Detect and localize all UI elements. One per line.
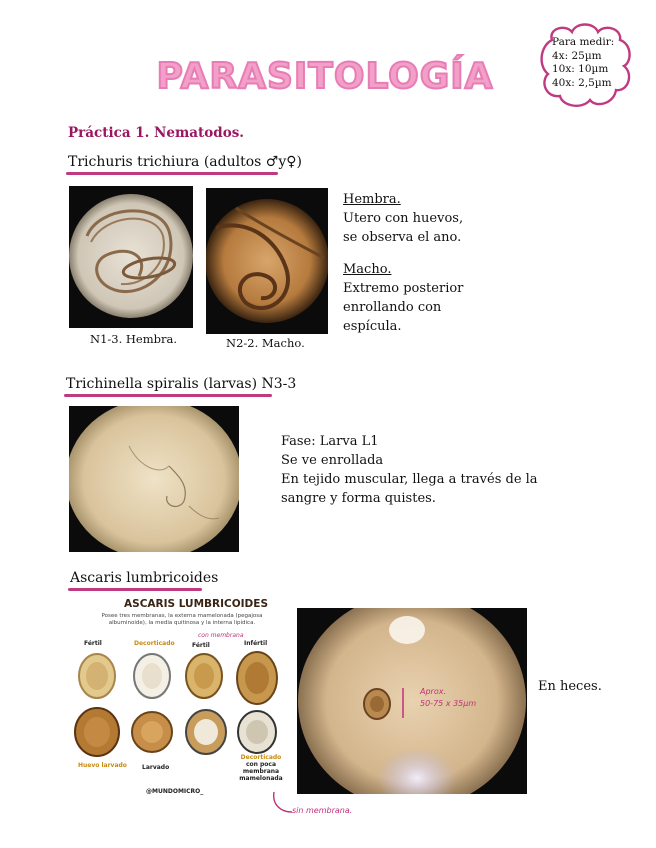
male-line-2: enrollando con xyxy=(343,300,442,315)
ascaris-side-text: En heces. xyxy=(538,679,602,694)
trichinella-line-1: Fase: Larva L1 xyxy=(281,434,379,449)
magnification-note xyxy=(552,36,634,90)
trichuris-female-caption: N1-3. Hembra. xyxy=(90,332,178,346)
magnification-10x: 10x: 10µm xyxy=(552,63,609,75)
trichinella-description xyxy=(281,432,538,508)
label-fertil-1: Fértil xyxy=(84,640,102,647)
label-fertil-2: Fértil xyxy=(192,642,210,649)
infographic-subtitle-line-1: Posee tres membranas, la externa mamelonada (pegajosa xyxy=(101,613,263,619)
trichuris-male-photo xyxy=(206,188,328,334)
label-infertil: Infértil xyxy=(244,640,268,647)
trichinella-line-4: sangre y forma quistes. xyxy=(281,491,436,506)
male-heading: Macho. xyxy=(343,262,392,277)
micro-annotation-line-1: Aprox. xyxy=(420,687,447,696)
trichuris-description xyxy=(343,190,463,336)
trichinella-line-2: Se ve enrollada xyxy=(281,453,384,468)
micro-size-annotation xyxy=(420,686,476,710)
magnification-4x: 4x: 25µm xyxy=(552,49,602,62)
label-con-membrana: con membrana xyxy=(198,632,244,639)
trichuris-section-title: Trichuris trichiura (adultos ♂y♀) xyxy=(68,154,302,170)
infographic-subtitle-line-2: albuminoide), la media quitinosa y la interna lipídica. xyxy=(108,620,256,626)
infographic-subtitle xyxy=(82,613,282,627)
ascaris-micro-photo xyxy=(297,608,527,794)
infographic-credit: @MUNDOMICRO_ xyxy=(146,788,204,795)
trichinella-section-title: Trichinella spiralis (larvas) N3-3 xyxy=(66,376,297,392)
micro-annotation-line-2: 50-75 x 35µm xyxy=(420,699,477,708)
page-title: PARASITOLOGÍA xyxy=(156,56,494,97)
trichuris-male-caption: N2-2. Macho. xyxy=(226,336,305,350)
female-line-2: se observa el ano. xyxy=(343,230,462,245)
trichinella-underline xyxy=(64,394,272,397)
label-huevo-larvado: Huevo larvado xyxy=(78,762,127,769)
infographic-title: ASCARIS LUMBRICOIDES xyxy=(124,598,269,610)
ascaris-infographic xyxy=(72,596,288,802)
trichinella-photo xyxy=(69,406,239,552)
label-decorticado: Decorticado xyxy=(134,640,175,647)
magnification-note-heading: Para medir: xyxy=(552,36,615,48)
female-heading: Hembra. xyxy=(343,192,401,207)
ascaris-section-title: Ascaris lumbricoides xyxy=(70,570,219,586)
ascaris-underline xyxy=(68,588,202,591)
ascaris-eggs-illustration xyxy=(72,648,288,768)
trichuris-female-photo xyxy=(69,186,193,328)
male-line-1: Extremo posterior xyxy=(343,281,464,296)
practice-heading: Práctica 1. Nematodos. xyxy=(68,125,245,141)
handwritten-sin-membrana: sin membrana. xyxy=(292,806,353,815)
female-line-1: Utero con huevos, xyxy=(343,211,464,226)
label-decorticado-poca: Decorticado con poca membrana mamelonada xyxy=(239,754,283,782)
trichinella-line-3: En tejido muscular, llega a través de la xyxy=(281,472,538,487)
magnification-40x: 40x: 2,5µm xyxy=(552,76,612,89)
label-larvado: Larvado xyxy=(142,764,170,771)
trichuris-underline xyxy=(66,172,278,175)
male-line-3: espícula. xyxy=(343,319,402,334)
